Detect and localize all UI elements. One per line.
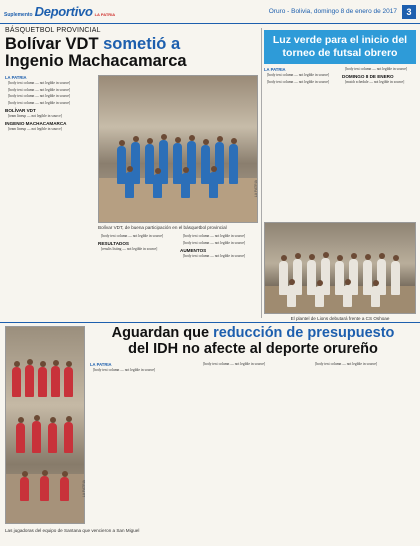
player-figure bbox=[40, 476, 49, 501]
player-figure bbox=[229, 144, 238, 184]
story1-photo-caption: Bolívar VDT, de buena participación en el básquetbol provincial bbox=[98, 225, 227, 230]
player-figure bbox=[32, 421, 41, 453]
story3-col3-p1: [body text column — not legible in source] bbox=[315, 362, 378, 366]
section-divider bbox=[0, 322, 420, 323]
ingenio-lineup-subhead: INGENIO MACHACAMARCA bbox=[5, 121, 67, 127]
story1-headline bbox=[5, 36, 255, 70]
dateline: Oruro - Bolivia, domingo 8 de enero de 2017 bbox=[268, 8, 397, 15]
player-figure bbox=[25, 365, 34, 397]
player-figure bbox=[391, 261, 400, 295]
schedule-subhead: DOMINGO 8 DE ENERO bbox=[342, 74, 394, 80]
story2-banner-headline: Luz verde para el inicio del torneo de futsal obrero bbox=[264, 30, 416, 64]
player-figure bbox=[64, 367, 73, 397]
story1-column-3 bbox=[180, 234, 258, 318]
player-figure bbox=[343, 285, 352, 307]
story1-col3-p2: [body text column — not legible in source] bbox=[183, 240, 246, 245]
player-figure bbox=[64, 422, 73, 453]
story2-source-label: LA PATRIA bbox=[264, 67, 286, 72]
story3-column-2 bbox=[200, 362, 306, 540]
story2-col1-p2: [body text column — not legible in source] bbox=[267, 79, 330, 84]
bolivar-lineup: [team lineup — not legible in source] bbox=[8, 114, 62, 119]
player-figure bbox=[38, 367, 47, 397]
player-figure bbox=[371, 286, 380, 307]
story1-col1-p3: [body text column — not legible in source] bbox=[8, 94, 71, 99]
player-figure bbox=[16, 423, 25, 453]
story2-col1-p1: [body text column — not legible in source] bbox=[267, 73, 330, 78]
story3-source-label: LA PATRIA bbox=[90, 362, 112, 367]
player-figure bbox=[12, 367, 21, 397]
results-listing: [results listing — not legible in source] bbox=[101, 247, 158, 252]
player-figure bbox=[287, 285, 296, 307]
player-figure bbox=[20, 477, 29, 501]
player-figure bbox=[51, 366, 60, 397]
story1-column-2 bbox=[98, 234, 174, 318]
story2-col2-p1: [body text column — not legible in source] bbox=[345, 67, 408, 71]
photo1-credit: LA PATRIA bbox=[254, 180, 258, 198]
court-floor bbox=[99, 178, 257, 222]
logo-supplement-label: Suplemento bbox=[4, 12, 33, 18]
story1-headline-line2: Ingenio Machacamarca bbox=[5, 52, 187, 70]
story1-source-label: LA PATRIA bbox=[5, 75, 27, 80]
photo3-credit: LA PATRIA bbox=[82, 480, 86, 498]
story1-column-1 bbox=[5, 75, 93, 313]
story2-column-1 bbox=[264, 67, 338, 219]
player-figure bbox=[48, 423, 57, 453]
story3-headline-plain: Aguardan que bbox=[111, 325, 214, 341]
page-header bbox=[0, 0, 420, 24]
story3-headline-line2: del IDH no afecte al deporte orureño bbox=[128, 341, 378, 357]
bolivar-lineup-subhead: BOLÍVAR VDT bbox=[5, 107, 36, 113]
story2-photo-caption: El plantel de Lions debutará frente a CS Oshoae bbox=[290, 316, 390, 321]
story1-headline-accent: sometió a bbox=[103, 35, 181, 53]
story1-col1-p2: [body text column — not legible in source] bbox=[8, 87, 71, 92]
aumentos-text: [body text column — not legible in source] bbox=[183, 253, 246, 258]
story1-kicker: BÁSQUETBOL PROVINCIAL bbox=[5, 27, 101, 34]
player-figure bbox=[60, 477, 69, 501]
masthead-logo bbox=[4, 4, 115, 19]
story3-team-photo bbox=[5, 326, 85, 524]
story1-col3-p1: [body text column — not legible in source] bbox=[183, 234, 246, 238]
logo-subtitle: LA PATRIA bbox=[94, 12, 116, 17]
story3-col2-p1: [body text column — not legible in source] bbox=[203, 362, 266, 366]
logo-title: Deportivo bbox=[34, 4, 93, 19]
column-rule bbox=[261, 28, 262, 318]
ingenio-lineup: [team lineup — not legible in source] bbox=[8, 127, 62, 132]
story1-team-photo bbox=[98, 75, 258, 223]
player-figure bbox=[125, 172, 134, 198]
story1-col1-p4: [body text column — not legible in source] bbox=[8, 100, 71, 105]
story2-team-photo bbox=[264, 222, 416, 314]
page-number: 3 bbox=[402, 5, 416, 19]
player-figure bbox=[315, 286, 324, 307]
player-figure bbox=[209, 172, 218, 198]
aumentos-subhead: AUMENTOS bbox=[180, 247, 207, 253]
story1-col1-p1: [body text column — not legible in source] bbox=[8, 81, 71, 86]
story2-column-2 bbox=[342, 67, 416, 219]
story3-headline-accent: reducción de presupuesto bbox=[213, 325, 395, 341]
player-figure bbox=[181, 173, 190, 198]
player-figure bbox=[153, 174, 162, 198]
story1-headline-plain: Bolívar VDT bbox=[5, 35, 104, 53]
match-schedule: [match schedule — not legible in source] bbox=[345, 80, 405, 85]
story3-column-3 bbox=[312, 362, 416, 540]
story3-headline bbox=[90, 325, 416, 357]
story3-photo-caption: Las jugadoras del equipo de Santana que vencieron a San Miguel bbox=[5, 528, 140, 533]
story3-col1-p1: [body text column — not legible in source] bbox=[93, 368, 156, 373]
story1-col2-p1: [body text column — not legible in source] bbox=[101, 234, 164, 238]
story3-column-1 bbox=[90, 362, 194, 540]
results-subhead: RESULTADOS bbox=[98, 241, 129, 247]
